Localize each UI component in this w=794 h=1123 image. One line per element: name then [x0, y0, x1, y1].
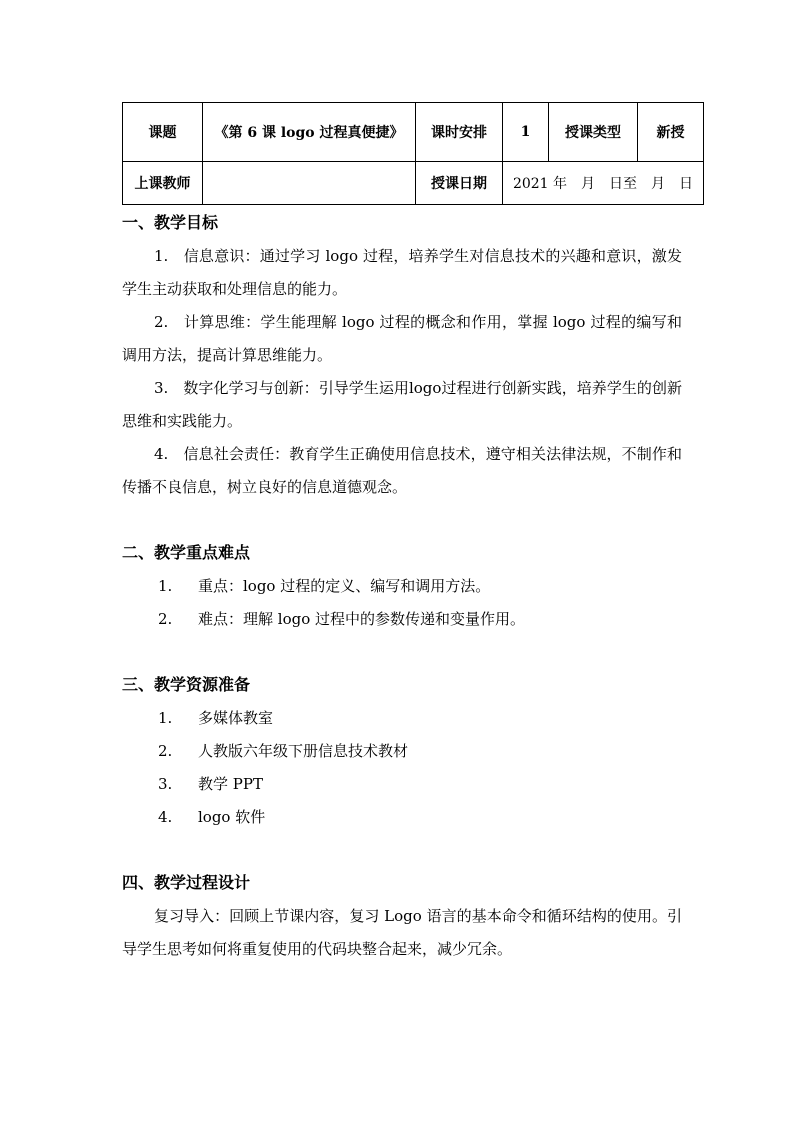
item-number: 1.: [158, 709, 173, 727]
date-value: 2021 年 月 日至 月 日: [503, 162, 704, 205]
objective-item: 4. 信息社会责任：教育学生正确使用信息技术，遵守相关法律法规，不制作和传播不良信息，树立良好的信息道德观念。: [122, 445, 682, 496]
item-number: 2.: [158, 742, 173, 760]
objective-item: 3. 数字化学习与创新：引导学生运用logo过程进行创新实践，培养学生的创新思维和实践能力。: [122, 379, 682, 430]
resource-item: [122, 768, 682, 801]
section-title-resources: 三、教学资源准备: [122, 675, 251, 694]
item-number: 2.: [158, 610, 173, 628]
objective-item: 2. 计算思维：学生能理解 logo 过程的概念和作用，掌握 logo 过程的编写和调用方法，提高计算思维能力。: [122, 313, 682, 364]
section-title-objectives: 一、教学目标: [122, 213, 219, 232]
spacer: [122, 636, 682, 668]
lesson-info-table: [122, 102, 704, 205]
item-text: 重点：logo 过程的定义、编写和调用方法。: [198, 577, 491, 595]
item-text: 教学 PPT: [198, 775, 263, 793]
section-title-process: 四、教学过程设计: [122, 873, 251, 892]
lesson-content: [122, 206, 682, 966]
teacher-value: [203, 162, 416, 205]
item-number: 1.: [158, 577, 173, 595]
type-value: 新授: [638, 103, 704, 162]
topic-value: 《第 6 课 logo 过程真便捷》: [203, 103, 416, 162]
spacer: [122, 834, 682, 866]
type-label: 授课类型: [549, 103, 638, 162]
item-text: 人教版六年级下册信息技术教材: [198, 742, 409, 760]
spacer: [122, 504, 682, 536]
item-text: 难点：理解 logo 过程中的参数传递和变量作用。: [198, 610, 525, 628]
topic-label: 课题: [123, 103, 203, 162]
hours-value: 1: [503, 103, 549, 162]
key-point-item: [122, 603, 682, 636]
section-title-key-points: 二、教学重点难点: [122, 543, 251, 562]
date-label: 授课日期: [416, 162, 503, 205]
teacher-label: 上课教师: [123, 162, 203, 205]
process-paragraph: 复习导入：回顾上节课内容，复习 Logo 语言的基本命令和循环结构的使用。引导学生思考如何将重复使用的代码块整合起来，减少冗余。: [122, 907, 682, 958]
item-text: logo 软件: [198, 808, 266, 826]
hours-label: 课时安排: [416, 103, 503, 162]
item-text: 多媒体教室: [198, 709, 274, 727]
resource-item: [122, 735, 682, 768]
resource-item: [122, 702, 682, 735]
item-number: 4.: [158, 808, 173, 826]
resource-item: [122, 801, 682, 834]
key-point-item: [122, 570, 682, 603]
item-number: 3.: [158, 775, 173, 793]
objective-item: 1. 信息意识：通过学习 logo 过程，培养学生对信息技术的兴趣和意识，激发学生主动获取和处理信息的能力。: [122, 247, 682, 298]
